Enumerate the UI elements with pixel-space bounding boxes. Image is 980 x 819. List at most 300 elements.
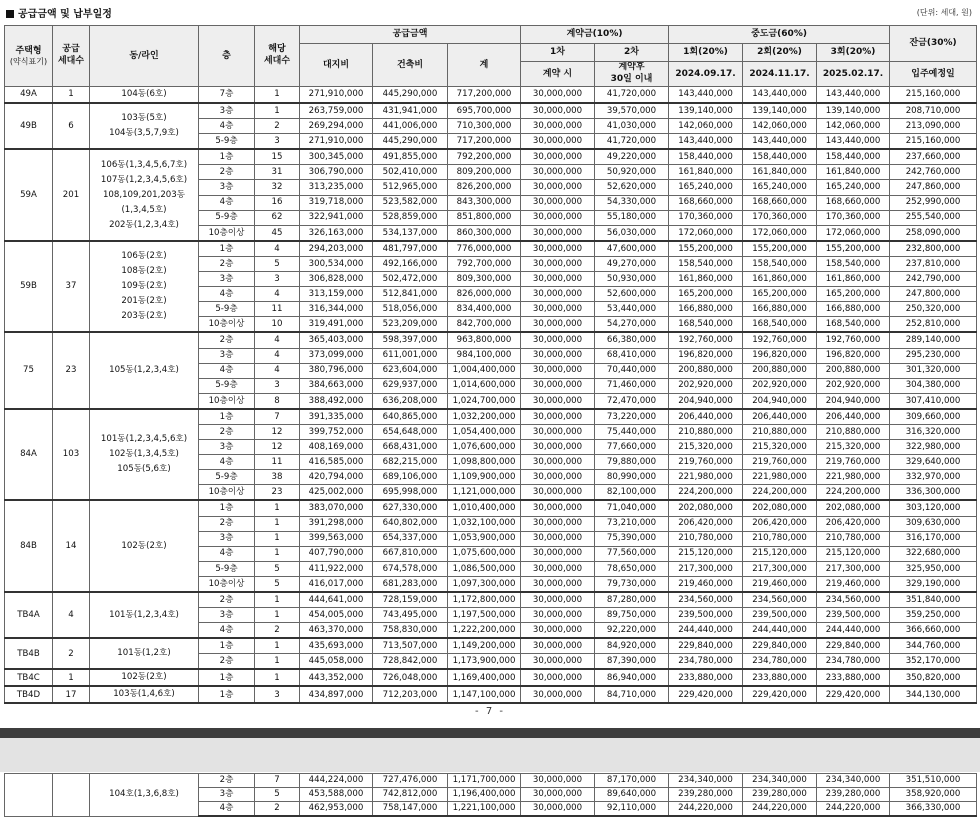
- floor-cell: 4층: [199, 802, 255, 817]
- interim-1-cell: 219,760,000: [669, 455, 743, 470]
- building-cell: 431,941,000: [373, 103, 448, 119]
- interim-2-cell: 210,880,000: [743, 424, 817, 439]
- interim-2-cell: 224,200,000: [743, 485, 817, 501]
- deposit-2-cell: 89,640,000: [595, 788, 669, 802]
- supply-households-cell: 6: [53, 103, 90, 149]
- interim-3-cell: 244,220,000: [817, 802, 890, 817]
- balance-cell: 329,190,000: [890, 576, 977, 592]
- building-cell: 502,410,000: [373, 165, 448, 180]
- floor-cell: 4층: [199, 363, 255, 378]
- floor-cell: 10층이상: [199, 576, 255, 592]
- total-cell: 717,200,000: [448, 134, 521, 150]
- building-cell: 667,810,000: [373, 546, 448, 561]
- interim-2-cell: 244,220,000: [743, 802, 817, 817]
- type-cell: 84B: [5, 500, 53, 592]
- payment-schedule-table: [4, 25, 977, 704]
- interim-3-cell: 204,940,000: [817, 393, 890, 409]
- deposit-1-cell: 30,000,000: [521, 165, 595, 180]
- interim-1-cell: 161,860,000: [669, 272, 743, 287]
- deposit-2-cell: 41,720,000: [595, 87, 669, 104]
- dong-line-cell: 102동(2호): [90, 669, 199, 686]
- header-balance: 잔금(30%): [890, 26, 977, 62]
- balance-cell: 322,680,000: [890, 546, 977, 561]
- interim-1-cell: 215,120,000: [669, 546, 743, 561]
- interim-3-cell: 215,120,000: [817, 546, 890, 561]
- supply-households-cell: 17: [53, 686, 90, 703]
- table-row: [5, 87, 977, 104]
- building-cell: 742,812,000: [373, 788, 448, 802]
- land-cell: 453,588,000: [300, 788, 373, 802]
- interim-2-cell: 165,240,000: [743, 180, 817, 195]
- applicable-households-cell: 11: [255, 302, 300, 317]
- land-cell: 316,344,000: [300, 302, 373, 317]
- interim-1-cell: 172,060,000: [669, 225, 743, 241]
- interim-3-cell: 192,760,000: [817, 332, 890, 348]
- applicable-households-cell: 2: [255, 623, 300, 639]
- land-cell: 391,335,000: [300, 409, 373, 425]
- deposit-2-cell: 78,650,000: [595, 561, 669, 576]
- applicable-households-cell: 7: [255, 409, 300, 425]
- interim-2-cell: 142,060,000: [743, 119, 817, 134]
- total-cell: 1,004,400,000: [448, 363, 521, 378]
- deposit-2-cell: 52,620,000: [595, 180, 669, 195]
- applicable-households-cell: 1: [255, 103, 300, 119]
- interim-1-cell: 165,200,000: [669, 287, 743, 302]
- total-cell: 826,200,000: [448, 180, 521, 195]
- applicable-households-cell: 3: [255, 686, 300, 703]
- table-row: [5, 103, 977, 119]
- floor-cell: 1층: [199, 638, 255, 654]
- interim-3-cell: 239,500,000: [817, 608, 890, 623]
- floor-cell: 3층: [199, 180, 255, 195]
- building-cell: 668,431,000: [373, 440, 448, 455]
- balance-cell: 309,660,000: [890, 409, 977, 425]
- total-cell: 809,200,000: [448, 165, 521, 180]
- floor-cell: 2층: [199, 332, 255, 348]
- interim-2-cell: 210,780,000: [743, 531, 817, 546]
- applicable-households-cell: 4: [255, 241, 300, 257]
- balance-cell: 358,920,000: [890, 788, 977, 802]
- balance-cell: 255,540,000: [890, 210, 977, 225]
- dong-line-cell: 104호(1,3,6,8호): [90, 774, 199, 817]
- applicable-households-cell: 2: [255, 119, 300, 134]
- building-cell: 712,203,000: [373, 686, 448, 703]
- interim-1-cell: 196,820,000: [669, 348, 743, 363]
- deposit-1-cell: 30,000,000: [521, 363, 595, 378]
- balance-cell: 301,320,000: [890, 363, 977, 378]
- interim-2-cell: 200,880,000: [743, 363, 817, 378]
- floor-cell: 4층: [199, 195, 255, 210]
- land-cell: 300,534,000: [300, 256, 373, 271]
- supply-households-cell: 23: [53, 332, 90, 408]
- deposit-1-cell: 30,000,000: [521, 669, 595, 686]
- interim-1-cell: 142,060,000: [669, 119, 743, 134]
- building-cell: 636,208,000: [373, 393, 448, 409]
- interim-1-cell: 219,460,000: [669, 576, 743, 592]
- total-cell: 1,169,400,000: [448, 669, 521, 686]
- deposit-2-cell: 82,100,000: [595, 485, 669, 501]
- balance-cell: 252,810,000: [890, 317, 977, 333]
- deposit-2-cell: 87,170,000: [595, 774, 669, 788]
- land-cell: 407,790,000: [300, 546, 373, 561]
- deposit-2-cell: 75,440,000: [595, 424, 669, 439]
- interim-2-cell: 166,880,000: [743, 302, 817, 317]
- interim-2-cell: 219,760,000: [743, 455, 817, 470]
- header-second: 2차: [595, 44, 669, 62]
- interim-1-cell: 155,200,000: [669, 241, 743, 257]
- continuation-body: [5, 774, 977, 817]
- deposit-2-cell: 70,440,000: [595, 363, 669, 378]
- page-break-bar: [0, 728, 980, 738]
- interim-1-cell: 244,220,000: [669, 802, 743, 817]
- land-cell: 416,585,000: [300, 455, 373, 470]
- total-cell: 1,196,400,000: [448, 788, 521, 802]
- deposit-2-cell: 71,040,000: [595, 500, 669, 516]
- section-title-text: 공급금액 및 납부일정: [18, 9, 112, 20]
- table-row: [5, 686, 977, 703]
- interim-3-cell: 206,440,000: [817, 409, 890, 425]
- total-cell: 792,700,000: [448, 256, 521, 271]
- floor-cell: 3층: [199, 103, 255, 119]
- land-cell: 373,099,000: [300, 348, 373, 363]
- applicable-households-cell: 4: [255, 363, 300, 378]
- land-cell: 326,163,000: [300, 225, 373, 241]
- title-bar: [4, 3, 976, 21]
- deposit-1-cell: 30,000,000: [521, 531, 595, 546]
- floor-cell: 3층: [199, 531, 255, 546]
- applicable-households-cell: 1: [255, 654, 300, 670]
- floor-cell: 2층: [199, 592, 255, 608]
- interim-1-cell: 168,540,000: [669, 317, 743, 333]
- deposit-2-cell: 79,880,000: [595, 455, 669, 470]
- building-cell: 654,648,000: [373, 424, 448, 439]
- applicable-households-cell: 4: [255, 287, 300, 302]
- balance-cell: 247,860,000: [890, 180, 977, 195]
- balance-cell: 252,990,000: [890, 195, 977, 210]
- balance-cell: 232,800,000: [890, 241, 977, 257]
- interim-3-cell: 158,540,000: [817, 256, 890, 271]
- interim-1-cell: 161,840,000: [669, 165, 743, 180]
- total-cell: 1,075,600,000: [448, 546, 521, 561]
- deposit-2-cell: 50,930,000: [595, 272, 669, 287]
- interim-2-cell: 221,980,000: [743, 470, 817, 485]
- floor-cell: 10층이상: [199, 393, 255, 409]
- deposit-2-cell: 84,920,000: [595, 638, 669, 654]
- total-cell: 1,053,900,000: [448, 531, 521, 546]
- deposit-1-cell: 30,000,000: [521, 378, 595, 393]
- deposit-2-cell: 79,730,000: [595, 576, 669, 592]
- total-cell: 963,800,000: [448, 332, 521, 348]
- land-cell: 271,910,000: [300, 87, 373, 104]
- header-type-label: 주택형: [15, 45, 42, 56]
- land-cell: 399,563,000: [300, 531, 373, 546]
- interim-1-cell: 229,420,000: [669, 686, 743, 703]
- header-first: 1차: [521, 44, 595, 62]
- interim-3-cell: 202,080,000: [817, 500, 890, 516]
- dong-line-cell: 103동(1,4,6호): [90, 686, 199, 703]
- interim-1-cell: 158,440,000: [669, 149, 743, 165]
- total-cell: 1,171,700,000: [448, 774, 521, 788]
- land-cell: 300,345,000: [300, 149, 373, 165]
- supply-households-cell: 2: [53, 638, 90, 669]
- floor-cell: 1층: [199, 409, 255, 425]
- dong-line-cell: 104동(6호): [90, 87, 199, 104]
- section-title: [6, 5, 112, 20]
- land-cell: 420,794,000: [300, 470, 373, 485]
- applicable-households-cell: 38: [255, 470, 300, 485]
- interim-2-cell: 215,120,000: [743, 546, 817, 561]
- interim-2-cell: 229,420,000: [743, 686, 817, 703]
- type-cell: 84A: [5, 409, 53, 501]
- interim-2-cell: 165,200,000: [743, 287, 817, 302]
- deposit-2-cell: 52,600,000: [595, 287, 669, 302]
- deposit-1-cell: 30,000,000: [521, 802, 595, 817]
- land-cell: 462,953,000: [300, 802, 373, 817]
- dong-line-cell: 105동(1,2,3,4호): [90, 332, 199, 408]
- building-cell: 528,859,000: [373, 210, 448, 225]
- interim-1-cell: 234,780,000: [669, 654, 743, 670]
- deposit-2-cell: 77,560,000: [595, 546, 669, 561]
- balance-cell: 325,950,000: [890, 561, 977, 576]
- interim-3-cell: 166,880,000: [817, 302, 890, 317]
- header-i2: 2회(20%): [743, 44, 817, 62]
- interim-3-cell: 142,060,000: [817, 119, 890, 134]
- interim-1-cell: 224,200,000: [669, 485, 743, 501]
- deposit-2-cell: 55,180,000: [595, 210, 669, 225]
- deposit-2-cell: 87,280,000: [595, 592, 669, 608]
- building-cell: 518,056,000: [373, 302, 448, 317]
- interim-1-cell: 239,500,000: [669, 608, 743, 623]
- balance-cell: 304,380,000: [890, 378, 977, 393]
- deposit-1-cell: 30,000,000: [521, 638, 595, 654]
- interim-1-cell: 221,980,000: [669, 470, 743, 485]
- interim-2-cell: 229,840,000: [743, 638, 817, 654]
- total-cell: 1,109,900,000: [448, 470, 521, 485]
- header-deposit: 계약금(10%): [521, 26, 669, 44]
- deposit-1-cell: 30,000,000: [521, 317, 595, 333]
- land-cell: 435,693,000: [300, 638, 373, 654]
- building-cell: 512,965,000: [373, 180, 448, 195]
- deposit-2-cell: 47,600,000: [595, 241, 669, 257]
- schedule-body: [5, 87, 977, 704]
- deposit-2-cell: 77,660,000: [595, 440, 669, 455]
- floor-cell: 5-9층: [199, 302, 255, 317]
- land-cell: 444,224,000: [300, 774, 373, 788]
- interim-2-cell: 206,440,000: [743, 409, 817, 425]
- applicable-households-cell: 4: [255, 332, 300, 348]
- balance-cell: 237,660,000: [890, 149, 977, 165]
- interim-3-cell: 229,840,000: [817, 638, 890, 654]
- land-cell: 306,828,000: [300, 272, 373, 287]
- interim-2-cell: 206,420,000: [743, 516, 817, 531]
- floor-cell: 2층: [199, 165, 255, 180]
- applicable-households-cell: 32: [255, 180, 300, 195]
- total-cell: 860,300,000: [448, 225, 521, 241]
- total-cell: 1,221,100,000: [448, 802, 521, 817]
- land-cell: 445,058,000: [300, 654, 373, 670]
- land-cell: 416,017,000: [300, 576, 373, 592]
- header-at-contract: 계약 시: [521, 62, 595, 87]
- deposit-2-cell: 92,220,000: [595, 623, 669, 639]
- deposit-2-cell: 87,390,000: [595, 654, 669, 670]
- interim-3-cell: 210,880,000: [817, 424, 890, 439]
- total-cell: 1,197,500,000: [448, 608, 521, 623]
- building-cell: 481,797,000: [373, 241, 448, 257]
- interim-3-cell: 206,420,000: [817, 516, 890, 531]
- interim-2-cell: 161,860,000: [743, 272, 817, 287]
- deposit-1-cell: 30,000,000: [521, 592, 595, 608]
- balance-cell: 309,630,000: [890, 516, 977, 531]
- building-cell: 441,006,000: [373, 119, 448, 134]
- interim-3-cell: 224,200,000: [817, 485, 890, 501]
- table-row: [5, 409, 977, 425]
- balance-cell: 215,160,000: [890, 87, 977, 104]
- interim-2-cell: 172,060,000: [743, 225, 817, 241]
- interim-2-cell: 168,540,000: [743, 317, 817, 333]
- deposit-1-cell: 30,000,000: [521, 87, 595, 104]
- interim-3-cell: 234,780,000: [817, 654, 890, 670]
- building-cell: 727,476,000: [373, 774, 448, 788]
- interim-3-cell: 233,880,000: [817, 669, 890, 686]
- supply-households-cell: 1: [53, 669, 90, 686]
- applicable-households-cell: 12: [255, 440, 300, 455]
- total-cell: 842,700,000: [448, 317, 521, 333]
- floor-cell: 4층: [199, 119, 255, 134]
- floor-cell: 7층: [199, 87, 255, 104]
- floor-cell: 2층: [199, 654, 255, 670]
- interim-3-cell: 172,060,000: [817, 225, 890, 241]
- building-cell: 491,855,000: [373, 149, 448, 165]
- balance-cell: 247,800,000: [890, 287, 977, 302]
- type-cell: TB4B: [5, 638, 53, 669]
- header-dong-line: 동/라인: [90, 26, 199, 87]
- deposit-2-cell: 75,390,000: [595, 531, 669, 546]
- balance-cell: 303,120,000: [890, 500, 977, 516]
- total-cell: 843,300,000: [448, 195, 521, 210]
- interim-3-cell: 219,460,000: [817, 576, 890, 592]
- land-cell: 454,005,000: [300, 608, 373, 623]
- floor-cell: 4층: [199, 455, 255, 470]
- interim-2-cell: 239,500,000: [743, 608, 817, 623]
- floor-cell: 2층: [199, 256, 255, 271]
- table-row: [5, 241, 977, 257]
- floor-cell: 5-9층: [199, 470, 255, 485]
- interim-3-cell: 143,440,000: [817, 134, 890, 150]
- balance-cell: 295,230,000: [890, 348, 977, 363]
- applicable-households-cell: 1: [255, 669, 300, 686]
- balance-cell: 351,840,000: [890, 592, 977, 608]
- building-cell: 726,048,000: [373, 669, 448, 686]
- floor-cell: 4층: [199, 287, 255, 302]
- land-cell: 319,491,000: [300, 317, 373, 333]
- table-row: [5, 638, 977, 654]
- deposit-2-cell: 73,210,000: [595, 516, 669, 531]
- total-cell: 717,200,000: [448, 87, 521, 104]
- interim-2-cell: 234,340,000: [743, 774, 817, 788]
- dong-line-cell: 106동(2호) 108동(2호) 109동(2호) 201동(2호) 203동(2호): [90, 241, 199, 333]
- unit-note: (단위: 세대, 원): [916, 8, 972, 17]
- dong-line-cell: 102동(2호): [90, 500, 199, 592]
- building-cell: 682,215,000: [373, 455, 448, 470]
- total-cell: 851,800,000: [448, 210, 521, 225]
- total-cell: 776,000,000: [448, 241, 521, 257]
- interim-2-cell: 143,440,000: [743, 87, 817, 104]
- continuation-table: [4, 773, 977, 817]
- deposit-1-cell: 30,000,000: [521, 576, 595, 592]
- deposit-1-cell: 30,000,000: [521, 134, 595, 150]
- interim-3-cell: 244,440,000: [817, 623, 890, 639]
- floor-cell: 1층: [199, 500, 255, 516]
- land-cell: 313,235,000: [300, 180, 373, 195]
- interim-1-cell: 139,140,000: [669, 103, 743, 119]
- applicable-households-cell: 5: [255, 788, 300, 802]
- deposit-1-cell: 30,000,000: [521, 440, 595, 455]
- interim-1-cell: 234,340,000: [669, 774, 743, 788]
- interim-3-cell: 239,280,000: [817, 788, 890, 802]
- balance-cell: 316,170,000: [890, 531, 977, 546]
- balance-cell: 242,790,000: [890, 272, 977, 287]
- land-cell: 365,403,000: [300, 332, 373, 348]
- applicable-households-cell: 3: [255, 378, 300, 393]
- deposit-2-cell: 86,940,000: [595, 669, 669, 686]
- interim-2-cell: 239,280,000: [743, 788, 817, 802]
- interim-1-cell: 229,840,000: [669, 638, 743, 654]
- interim-1-cell: 234,560,000: [669, 592, 743, 608]
- total-cell: 834,400,000: [448, 302, 521, 317]
- header-supply-households: 공급 세대수: [53, 26, 90, 87]
- balance-cell: 366,660,000: [890, 623, 977, 639]
- type-cell: 59B: [5, 241, 53, 333]
- applicable-households-cell: 15: [255, 149, 300, 165]
- interim-1-cell: 215,320,000: [669, 440, 743, 455]
- balance-cell: 213,090,000: [890, 119, 977, 134]
- building-cell: 611,001,000: [373, 348, 448, 363]
- interim-3-cell: 170,360,000: [817, 210, 890, 225]
- deposit-2-cell: 49,270,000: [595, 256, 669, 271]
- type-cell: TB4D: [5, 686, 53, 703]
- header-supply-amount: 공급금액: [300, 26, 521, 44]
- land-cell: 388,492,000: [300, 393, 373, 409]
- deposit-1-cell: 30,000,000: [521, 256, 595, 271]
- interim-3-cell: 234,560,000: [817, 592, 890, 608]
- deposit-2-cell: 39,570,000: [595, 103, 669, 119]
- type-cell: TB4C: [5, 669, 53, 686]
- building-cell: 689,106,000: [373, 470, 448, 485]
- balance-cell: 366,330,000: [890, 802, 977, 817]
- applicable-households-cell: 5: [255, 256, 300, 271]
- deposit-2-cell: 92,110,000: [595, 802, 669, 817]
- land-cell: 263,759,000: [300, 103, 373, 119]
- table-row: [5, 592, 977, 608]
- header-i2-date: 2024.11.17.: [743, 62, 817, 87]
- deposit-1-cell: 30,000,000: [521, 348, 595, 363]
- deposit-1-cell: 30,000,000: [521, 241, 595, 257]
- interim-3-cell: 221,980,000: [817, 470, 890, 485]
- interim-3-cell: 165,200,000: [817, 287, 890, 302]
- applicable-households-cell: 1: [255, 531, 300, 546]
- interim-3-cell: 139,140,000: [817, 103, 890, 119]
- interim-2-cell: 143,440,000: [743, 134, 817, 150]
- supply-households-cell: 4: [53, 592, 90, 638]
- building-cell: 758,147,000: [373, 802, 448, 817]
- building-cell: 743,495,000: [373, 608, 448, 623]
- building-cell: 654,337,000: [373, 531, 448, 546]
- building-cell: 512,841,000: [373, 287, 448, 302]
- interim-3-cell: 219,760,000: [817, 455, 890, 470]
- floor-cell: 3층: [199, 608, 255, 623]
- applicable-households-cell: 12: [255, 424, 300, 439]
- interim-2-cell: 202,920,000: [743, 378, 817, 393]
